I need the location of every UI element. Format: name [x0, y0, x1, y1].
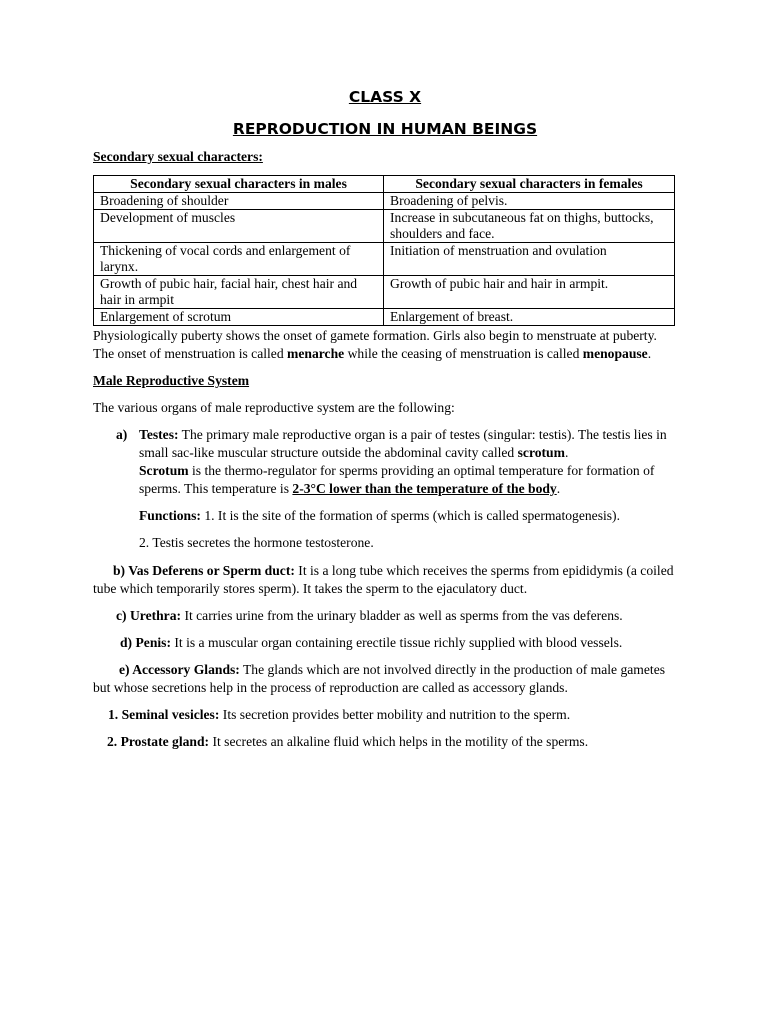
- female-cell: Enlargement of breast.: [384, 309, 675, 326]
- male-cell: Development of muscles: [94, 210, 384, 243]
- male-intro: The various organs of male reproductive system are the following:: [93, 400, 455, 415]
- puberty-text: Physiologically puberty shows the onset of gamete formation. Girls also begin to menstruate at puberty. The onset of menstruation is called: [93, 328, 657, 361]
- male-system-heading: Male Reproductive System: [93, 373, 250, 388]
- female-cell: Initiation of menstruation and ovulation: [384, 243, 675, 276]
- male-cell: Broadening of shoulder: [94, 193, 384, 210]
- accessory-glands-text: The glands which are not involved directly in the production of male gametes but whose secretions help in the process of reproduction are called as accessory glands.: [93, 662, 666, 695]
- class-title: CLASS X: [348, 88, 422, 106]
- female-cell: Growth of pubic hair and hair in armpit.: [384, 276, 675, 309]
- puberty-text-2: while the ceasing of menstruation is called: [344, 346, 583, 361]
- testes-item: [93, 426, 677, 552]
- testes-period: .: [564, 445, 569, 460]
- urethra-term: c) Urethra:: [116, 608, 182, 623]
- penis-paragraph: [93, 634, 677, 652]
- scrotum-text: is the thermo-regulator for sperms providing an optimal temperature for formation of sperms. This temperature is: [139, 463, 655, 496]
- male-cell: Enlargement of scrotum: [94, 309, 384, 326]
- penis-term: d) Penis:: [120, 635, 171, 650]
- vas-deferens-paragraph: [93, 562, 677, 598]
- item-marker-a: a): [116, 427, 128, 442]
- prostate-gland-term: 2. Prostate gland:: [107, 734, 210, 749]
- scrotum-term-2: Scrotum: [139, 463, 189, 478]
- functions-paragraph: [139, 507, 677, 525]
- seminal-vesicles-paragraph: [93, 706, 677, 724]
- temperature-highlight: 2-3°C lower than the temperature of the body: [292, 481, 557, 496]
- penis-text: It is a muscular organ containing erectile tissue richly supplied with blood vessels.: [170, 635, 623, 650]
- prostate-gland-paragraph: [93, 733, 677, 751]
- secondary-characters-table: [93, 175, 675, 326]
- testes-text: The primary male reproductive organ is a pair of testes (singular: testis). The testis lies in small sac-like muscular structure outside the abdominal cavity called: [139, 427, 667, 460]
- females-column-header: Secondary sexual characters in females: [384, 176, 675, 193]
- puberty-period: .: [647, 346, 652, 361]
- menopause-term: menopause: [582, 346, 648, 361]
- table-row: [94, 243, 675, 276]
- seminal-vesicles-text: Its secretion provides better mobility and nutrition to the sperm.: [219, 707, 571, 722]
- document-page: [93, 84, 677, 751]
- scrotum-term: scrotum: [517, 445, 565, 460]
- table-header-row: [94, 176, 675, 193]
- table-row: [94, 276, 675, 309]
- puberty-paragraph: [93, 327, 677, 363]
- secondary-characters-heading: Secondary sexual characters:: [93, 149, 263, 164]
- urethra-paragraph: [93, 607, 677, 625]
- chapter-title: REPRODUCTION IN HUMAN BEINGS: [232, 120, 538, 138]
- vas-deferens-text: It is a long tube which receives the sperms from epididymis (a coiled tube which temporarily stores sperm). It takes the sperm to the ejaculatory duct.: [93, 563, 674, 596]
- female-cell: Broadening of pelvis.: [384, 193, 675, 210]
- scrotum-paragraph: [139, 462, 677, 498]
- function-2-text: 2. Testis secretes the hormone testosterone.: [139, 535, 374, 550]
- table-row: [94, 309, 675, 326]
- menarche-term: menarche: [287, 346, 345, 361]
- urethra-text: It carries urine from the urinary bladder as well as sperms from the vas deferens.: [181, 608, 623, 623]
- testes-term: Testes:: [139, 427, 179, 442]
- table-row: [94, 210, 675, 243]
- prostate-gland-text: It secretes an alkaline fluid which helps in the motility of the sperms.: [209, 734, 589, 749]
- functions-label: Functions:: [139, 508, 201, 523]
- accessory-glands-term: e) Accessory Glands:: [119, 662, 240, 677]
- accessory-glands-paragraph: [93, 661, 677, 697]
- males-column-header: Secondary sexual characters in males: [94, 176, 384, 193]
- female-cell: Increase in subcutaneous fat on thighs, buttocks, shoulders and face.: [384, 210, 675, 243]
- male-cell: Growth of pubic hair, facial hair, chest hair and hair in armpit: [94, 276, 384, 309]
- table-row: [94, 193, 675, 210]
- vas-deferens-term: b) Vas Deferens or Sperm duct:: [113, 563, 295, 578]
- function-1-text: 1. It is the site of the formation of sperms (which is called spermatogenesis).: [200, 508, 620, 523]
- testes-paragraph: [139, 426, 677, 462]
- seminal-vesicles-term: 1. Seminal vesicles:: [108, 707, 220, 722]
- scrotum-period: .: [556, 481, 561, 496]
- male-cell: Thickening of vocal cords and enlargement of larynx.: [94, 243, 384, 276]
